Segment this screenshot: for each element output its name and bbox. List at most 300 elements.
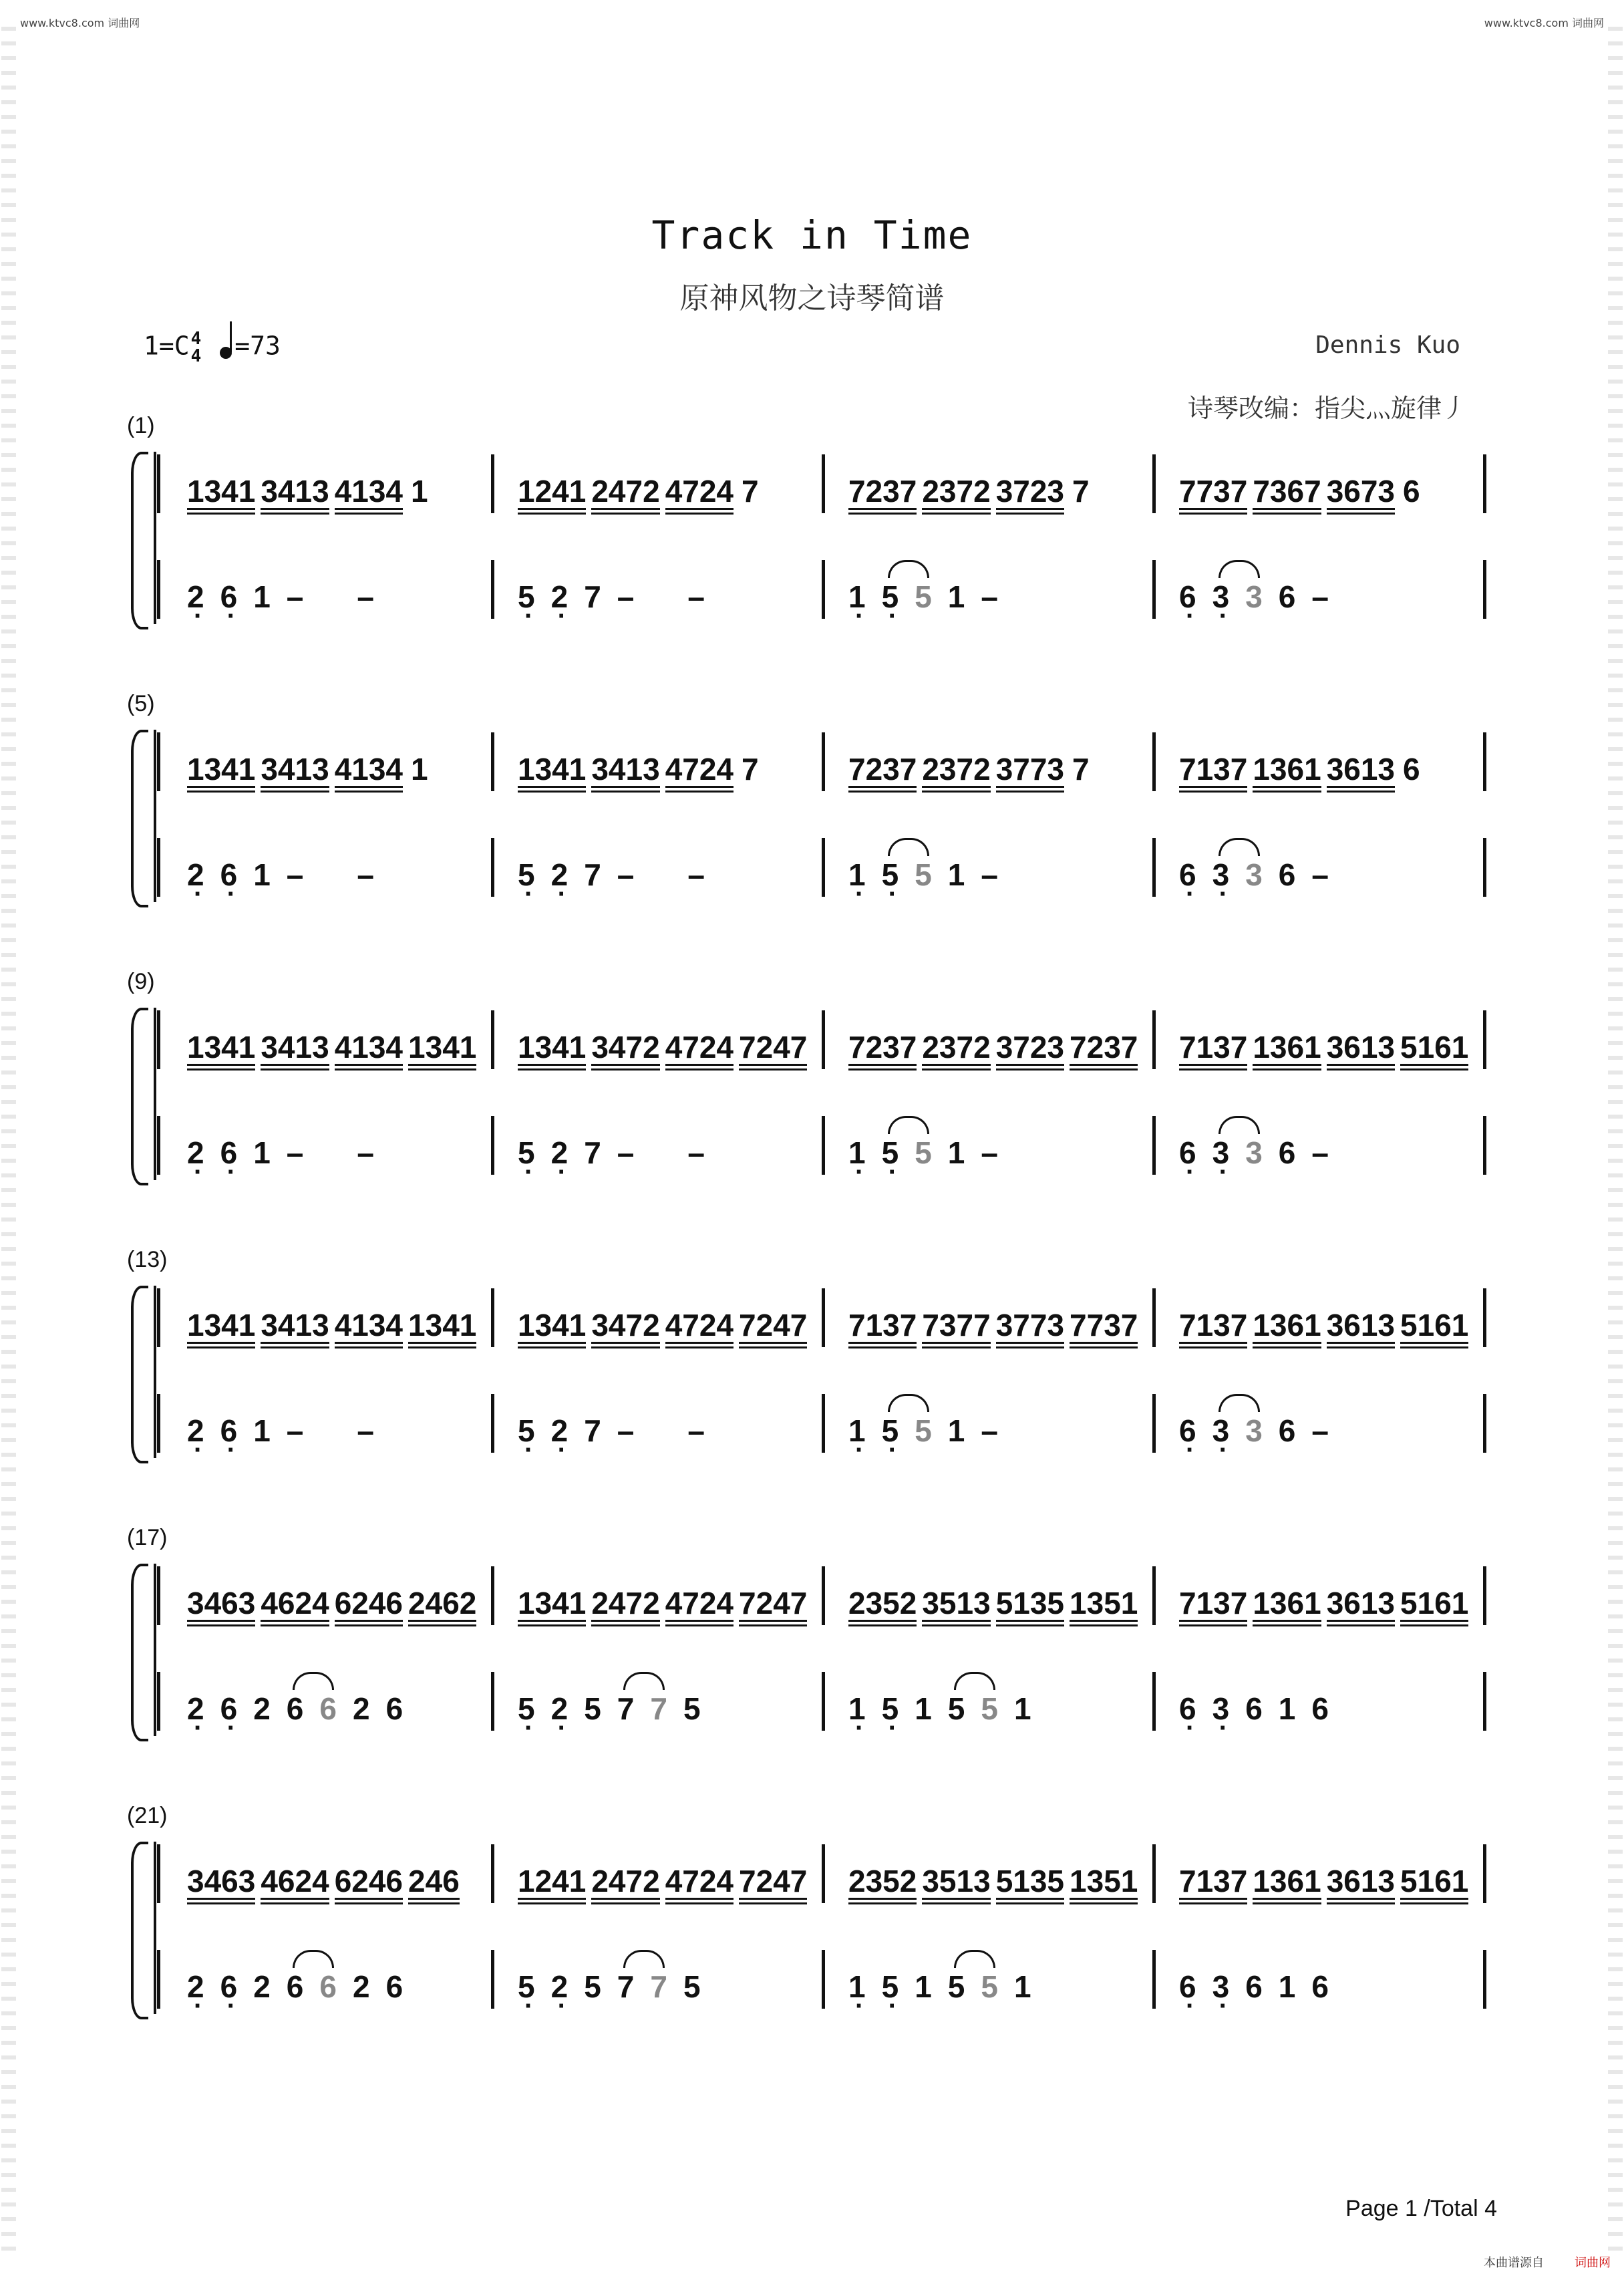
note-group: 5161	[1400, 1032, 1468, 1070]
score-title: Track in Time	[651, 212, 973, 258]
note-group: 3413	[261, 754, 329, 793]
note: 6	[385, 1969, 403, 2004]
note: 1 ·	[848, 857, 866, 893]
barline	[157, 1672, 160, 1731]
rest-dash: –	[981, 1135, 998, 1170]
note: 3 ·	[1212, 579, 1230, 615]
note: 1	[915, 1691, 932, 1726]
note-group: 3613	[1327, 1866, 1395, 1904]
rest-dash: –	[981, 857, 998, 892]
right-hand-measure	[187, 1585, 482, 1626]
barline	[1152, 1566, 1156, 1625]
note: 6 ·	[1179, 857, 1196, 893]
barline	[1483, 1950, 1486, 2009]
right-hand-measure	[848, 1029, 1143, 1070]
note: 6	[319, 1969, 337, 2004]
note-group: 7237	[1070, 1032, 1138, 1070]
note: 7	[1072, 752, 1090, 787]
note-group: 3613	[1327, 1032, 1395, 1070]
note-group: 5135	[996, 1588, 1064, 1626]
note-group: 3613	[1327, 1588, 1395, 1626]
rest-dash: –	[357, 1135, 374, 1170]
rest-dash: –	[357, 579, 374, 614]
barline	[1483, 838, 1486, 897]
system-brace-line	[154, 1008, 156, 1180]
right-margin-strip	[1608, 27, 1623, 2257]
barline	[822, 1288, 825, 1347]
note-group: 3723	[996, 1032, 1064, 1070]
barline	[822, 838, 825, 897]
note: 7	[617, 1969, 635, 2004]
note: 7	[742, 752, 759, 787]
barline	[157, 1950, 160, 2009]
barline	[157, 1010, 160, 1069]
note: 6	[286, 1969, 304, 2004]
note: 7	[1072, 474, 1090, 509]
note: 6 ·	[220, 1691, 238, 1727]
rest-dash: –	[617, 1135, 635, 1170]
note: 6	[1311, 1969, 1329, 2004]
note-group: 7137	[1179, 754, 1247, 793]
note-group: 6246	[335, 1588, 403, 1626]
right-hand-measure	[518, 1863, 812, 1904]
score-system	[127, 969, 1496, 1170]
key-prefix: 1=C	[144, 331, 190, 361]
note: 5 ·	[518, 1135, 535, 1171]
right-hand-measure	[848, 751, 1090, 793]
note-group: 4724	[665, 754, 734, 793]
note: 5 ·	[518, 1969, 535, 2005]
note: 1	[253, 857, 271, 892]
note-group: 4724	[665, 1866, 734, 1904]
left-margin-strip	[1, 27, 16, 2257]
note: 1	[411, 752, 428, 787]
note: 5 ·	[518, 1691, 535, 1727]
note: 1	[947, 1413, 965, 1448]
note-group: 1341	[187, 1032, 255, 1070]
barline	[822, 1672, 825, 1731]
note-group: 3613	[1327, 1310, 1395, 1348]
barline	[491, 732, 494, 791]
note: 3	[1245, 579, 1263, 614]
score-system	[127, 1803, 1496, 2004]
barline	[157, 1394, 160, 1453]
note: 1	[1278, 1969, 1296, 2004]
note-group: 2472	[591, 476, 659, 515]
barline	[157, 1844, 160, 1903]
note-group: 3613	[1327, 754, 1395, 793]
note: 6 ·	[1179, 1969, 1196, 2005]
score-subtitle: 原神风物之诗琴简谱	[679, 281, 945, 315]
note: 5 ·	[882, 1691, 899, 1727]
note-group: 1361	[1253, 1588, 1321, 1626]
page-number: Page 1 /Total 4	[1345, 2196, 1497, 2221]
right-hand-measure	[518, 1585, 812, 1626]
site-watermark-right: www.ktvc8.com 词曲网	[1484, 17, 1604, 29]
note-group: 4134	[335, 1032, 403, 1070]
site-watermark-left: www.ktvc8.com 词曲网	[20, 17, 140, 29]
note: 6 ·	[1179, 1413, 1196, 1449]
barline	[491, 1116, 494, 1175]
rest-dash: –	[1311, 857, 1329, 892]
note: 6 ·	[220, 1969, 238, 2005]
note-group: 7367	[1253, 476, 1321, 515]
barline	[157, 560, 160, 619]
barline	[1483, 560, 1486, 619]
note: 1	[253, 1135, 271, 1170]
note: 6	[1245, 1691, 1263, 1726]
note: 5	[683, 1691, 701, 1726]
left-hand-measure	[518, 1969, 717, 2005]
note: 5	[947, 1969, 965, 2004]
note-group: 7247	[739, 1866, 807, 1904]
note-group: 3463	[187, 1588, 255, 1626]
note-group: 1241	[518, 476, 586, 515]
note-group: 6246	[335, 1866, 403, 1904]
note: 7	[584, 1413, 601, 1448]
left-hand-measure	[518, 1135, 758, 1171]
barline	[157, 1116, 160, 1175]
note-group: 4724	[665, 1310, 734, 1348]
note: 6	[1311, 1691, 1329, 1726]
note: 1	[1013, 1969, 1031, 2004]
note: 3 ·	[1212, 1135, 1230, 1171]
barline	[822, 1394, 825, 1453]
note: 2 ·	[551, 579, 569, 615]
barline	[1152, 732, 1156, 791]
note-group: 1351	[1070, 1588, 1138, 1626]
left-hand-measure	[848, 579, 1051, 615]
note: 5	[683, 1969, 701, 2004]
rest-dash: –	[357, 1413, 374, 1448]
barline	[491, 560, 494, 619]
rest-dash: –	[981, 1413, 998, 1448]
score-system	[127, 1525, 1496, 1726]
note: 2 ·	[551, 1413, 569, 1449]
note: 2	[352, 1969, 370, 2004]
note: 2 ·	[551, 1135, 569, 1171]
left-hand-measure	[1179, 579, 1382, 615]
rest-dash: –	[357, 857, 374, 892]
note: 6	[1403, 474, 1420, 509]
barline	[822, 1566, 825, 1625]
left-hand-measure	[1179, 857, 1382, 893]
note-group: 3513	[922, 1588, 990, 1626]
note: 5	[947, 1691, 965, 1726]
note-group: 4724	[665, 1588, 734, 1626]
note: 6	[1278, 1413, 1296, 1448]
rest-dash: –	[1311, 1413, 1329, 1448]
note-group: 4724	[665, 476, 734, 515]
note-group: 4724	[665, 1032, 734, 1070]
left-hand-measure	[187, 1969, 419, 2005]
note-group: 7137	[848, 1310, 917, 1348]
source-site: 词曲网	[1575, 2256, 1611, 2269]
note: 3 ·	[1212, 1969, 1230, 2005]
note: 2	[352, 1691, 370, 1726]
right-hand-measure	[518, 751, 759, 793]
left-hand-measure	[518, 579, 758, 615]
barline	[822, 1116, 825, 1175]
note: 6 ·	[220, 1413, 238, 1449]
barline	[1483, 1010, 1486, 1069]
note-group: 1241	[518, 1866, 586, 1904]
note: 1	[253, 1413, 271, 1448]
right-hand-measure	[187, 751, 428, 793]
note: 6	[1403, 752, 1420, 787]
barline	[1483, 1288, 1486, 1347]
note-group: 1341	[518, 1588, 586, 1626]
note: 3 ·	[1212, 1691, 1230, 1727]
barline	[1152, 1950, 1156, 2009]
note: 1	[411, 474, 428, 509]
note-group: 3673	[1327, 476, 1395, 515]
time-bottom: 4	[190, 346, 202, 366]
note: 1	[1013, 1691, 1031, 1726]
note: 7	[742, 474, 759, 509]
system-brace	[131, 1842, 148, 2019]
note: 5 ·	[882, 857, 899, 893]
barline	[822, 732, 825, 791]
rest-dash: –	[286, 1413, 304, 1448]
note: 2 ·	[187, 857, 204, 893]
note-group: 3773	[996, 1310, 1064, 1348]
note: 7	[617, 1691, 635, 1726]
rest-dash: –	[286, 579, 304, 614]
left-hand-measure	[1179, 1691, 1345, 1727]
rest-dash: –	[286, 857, 304, 892]
note: 5	[981, 1969, 998, 2004]
right-hand-measure	[848, 1863, 1143, 1904]
barline	[491, 1950, 494, 2009]
note: 6	[1278, 579, 1296, 614]
arranger: 诗琴改编：指尖灬旋律丿	[1187, 394, 1467, 423]
barline	[1152, 838, 1156, 897]
note: 1	[1278, 1691, 1296, 1726]
note-group: 2372	[922, 476, 990, 515]
barline	[157, 454, 160, 513]
note: 5 ·	[882, 1969, 899, 2005]
rest-dash: –	[617, 579, 635, 614]
note: 5	[915, 1413, 932, 1448]
note-group: 7237	[848, 476, 917, 515]
note: 5	[584, 1969, 601, 2004]
note: 5 ·	[882, 579, 899, 615]
barline	[491, 1566, 494, 1625]
note-group: 3413	[591, 754, 659, 793]
left-hand-measure	[1179, 1135, 1382, 1171]
left-hand-measure	[848, 1969, 1047, 2005]
barline	[1483, 1394, 1486, 1453]
note-group: 1361	[1253, 1032, 1321, 1070]
barline	[491, 1288, 494, 1347]
note: 2 ·	[187, 1413, 204, 1449]
note: 1	[947, 1135, 965, 1170]
note: 5	[915, 579, 932, 614]
note-group: 3413	[261, 1032, 329, 1070]
left-hand-measure	[848, 1135, 1051, 1171]
note: 1 ·	[848, 1135, 866, 1171]
note: 5	[981, 1691, 998, 1726]
barline	[157, 732, 160, 791]
note: 5	[584, 1691, 601, 1726]
note-group: 1341	[187, 1310, 255, 1348]
rest-dash: –	[687, 579, 705, 614]
note-group: 7247	[739, 1032, 807, 1070]
system-brace-line	[154, 1564, 156, 1736]
note-group: 4134	[335, 476, 403, 515]
right-hand-measure	[518, 1307, 812, 1348]
note-group: 1341	[408, 1032, 476, 1070]
right-hand-measure	[187, 1863, 465, 1904]
source-label: 本曲谱源自	[1484, 2256, 1544, 2269]
note-group: 7237	[848, 754, 917, 793]
barline	[1152, 1116, 1156, 1175]
rest-dash: –	[687, 1413, 705, 1448]
note-group: 1361	[1253, 1310, 1321, 1348]
note: 2	[253, 1969, 271, 2004]
note-group: 3413	[261, 476, 329, 515]
right-hand-measure	[1179, 1029, 1474, 1070]
system-brace-line	[154, 452, 156, 624]
left-hand-measure	[518, 1413, 758, 1449]
note-group: 7137	[1179, 1866, 1247, 1904]
note-group: 5161	[1400, 1588, 1468, 1626]
note: 6	[286, 1691, 304, 1726]
note: 6	[1278, 1135, 1296, 1170]
note-group: 3723	[996, 476, 1064, 515]
note-group: 7137	[1179, 1588, 1247, 1626]
right-hand-measure	[187, 473, 428, 515]
note-group: 5161	[1400, 1310, 1468, 1348]
barline	[1483, 732, 1486, 791]
right-hand-measure	[187, 1307, 482, 1348]
note-group: 3773	[996, 754, 1064, 793]
right-hand-measure	[518, 473, 759, 515]
note-group: 7737	[1179, 476, 1247, 515]
barline	[1152, 560, 1156, 619]
note-group: 3463	[187, 1866, 255, 1904]
note: 5 ·	[518, 857, 535, 893]
score-system	[127, 691, 1496, 892]
note: 3 ·	[1212, 1413, 1230, 1449]
composer: Dennis Kuo	[1315, 331, 1460, 359]
time-top: 4	[190, 329, 202, 349]
note-group: 2472	[591, 1866, 659, 1904]
note-group: 1361	[1253, 754, 1321, 793]
note: 7	[650, 1691, 667, 1726]
note-group: 4624	[261, 1866, 329, 1904]
note-group: 2372	[922, 754, 990, 793]
note-group: 7137	[1179, 1032, 1247, 1070]
left-hand-measure	[1179, 1969, 1345, 2005]
note-group: 1341	[518, 754, 586, 793]
note-group: 1341	[187, 476, 255, 515]
note: 6	[1245, 1969, 1263, 2004]
note-group: 4624	[261, 1588, 329, 1626]
system-number: (5)	[127, 691, 155, 716]
note: 2 ·	[551, 1691, 569, 1727]
note: 2 ·	[551, 1969, 569, 2005]
barline	[491, 1394, 494, 1453]
note: 1 ·	[848, 1969, 866, 2005]
note-group: 5161	[1400, 1866, 1468, 1904]
barline	[1483, 1116, 1486, 1175]
note-group: 7737	[1070, 1310, 1138, 1348]
quarter-note-icon	[220, 347, 232, 359]
barline	[822, 1010, 825, 1069]
right-hand-measure	[187, 1029, 482, 1070]
right-hand-measure	[848, 1585, 1143, 1626]
note: 6 ·	[1179, 579, 1196, 615]
note: 7	[584, 857, 601, 892]
note: 1 ·	[848, 1413, 866, 1449]
left-hand-measure	[187, 1135, 428, 1171]
note-group: 2462	[408, 1588, 476, 1626]
left-hand-measure	[848, 857, 1051, 893]
barline	[1152, 454, 1156, 513]
note-group: 7137	[1179, 1310, 1247, 1348]
system-brace-line	[154, 1286, 156, 1458]
note-group: 1341	[408, 1310, 476, 1348]
barline	[1483, 454, 1486, 513]
system-number: (21)	[127, 1803, 168, 1828]
left-hand-measure	[518, 1691, 717, 1727]
system-number: (17)	[127, 1525, 168, 1550]
note-group: 7247	[739, 1588, 807, 1626]
rest-dash: –	[687, 1135, 705, 1170]
barline	[822, 454, 825, 513]
right-hand-measure	[1179, 1863, 1474, 1904]
note: 3	[1245, 1413, 1263, 1448]
barline	[1152, 1010, 1156, 1069]
note: 2 ·	[187, 1135, 204, 1171]
right-hand-measure	[1179, 473, 1420, 515]
right-hand-measure	[848, 473, 1090, 515]
right-hand-measure	[848, 1307, 1143, 1348]
system-number: (1)	[127, 413, 155, 438]
left-hand-measure	[187, 1413, 428, 1449]
note: 5	[915, 857, 932, 892]
note: 2	[253, 1691, 271, 1726]
key-signature	[144, 330, 281, 365]
note-group: 2372	[922, 1032, 990, 1070]
note: 3	[1245, 857, 1263, 892]
note: 5 ·	[518, 579, 535, 615]
right-hand-measure	[1179, 751, 1420, 793]
time-signature	[191, 330, 202, 365]
note-group: 3513	[922, 1866, 990, 1904]
system-brace	[131, 1008, 148, 1185]
note: 1 ·	[848, 579, 866, 615]
note-group: 7237	[848, 1032, 917, 1070]
note: 5 ·	[882, 1413, 899, 1449]
system-brace	[131, 1286, 148, 1463]
system-brace	[131, 730, 148, 907]
tempo-value: =73	[234, 331, 281, 361]
left-hand-measure	[1179, 1413, 1382, 1449]
note-group: 1341	[518, 1310, 586, 1348]
note-group: 2352	[848, 1588, 917, 1626]
system-number: (13)	[127, 1247, 168, 1272]
note-group: 7377	[922, 1310, 990, 1348]
barline	[157, 1566, 160, 1625]
rest-dash: –	[617, 1413, 635, 1448]
note-group: 1361	[1253, 1866, 1321, 1904]
barline	[491, 1010, 494, 1069]
note: 7	[584, 579, 601, 614]
note: 2 ·	[187, 1691, 204, 1727]
